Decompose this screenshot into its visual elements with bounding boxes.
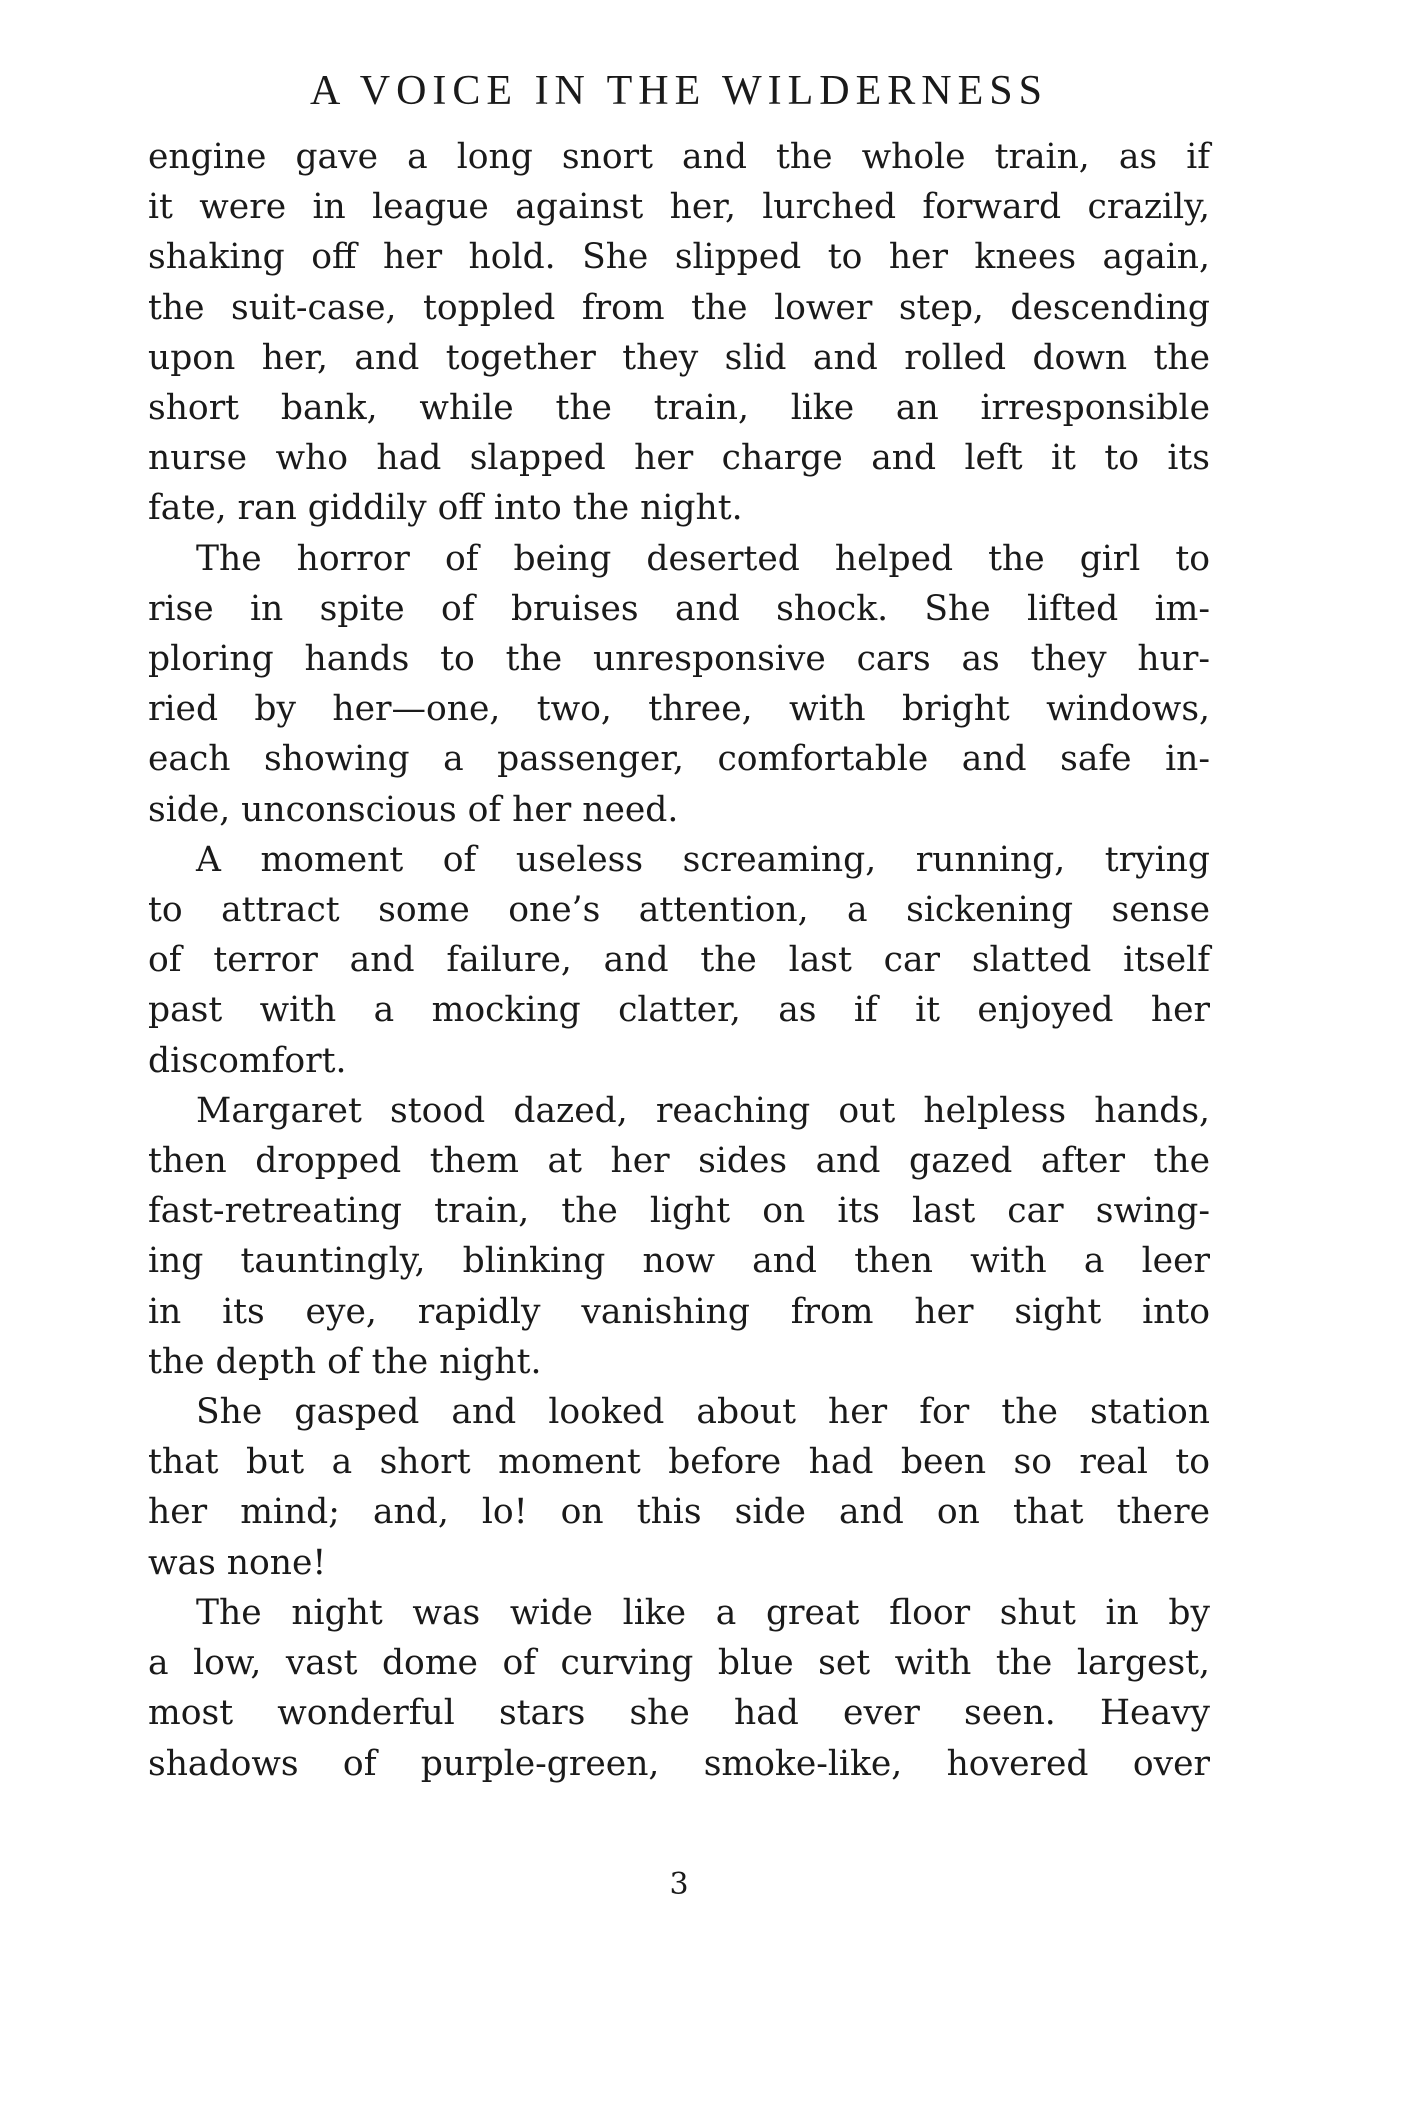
running-head: A VOICE IN THE WILDERNESS (310, 68, 1048, 114)
text-line: The horror of being deserted helped the girl to (196, 538, 1210, 579)
text-line: of terror and failure, and the last car slatted itself (148, 940, 1210, 981)
text-line: the depth of the night. (148, 1341, 542, 1382)
text-line: discomfort. (148, 1040, 347, 1081)
text-line: fate, ran giddily off into the night. (148, 488, 743, 529)
text-line: engine gave a long snort and the whole train, as if (148, 137, 1210, 177)
paragraph (148, 132, 1210, 534)
page-number: 3 (669, 1867, 689, 1902)
text-line: side, unconscious of her need. (148, 789, 679, 830)
text-line: the suit-case, toppled from the lower step, descending (148, 287, 1210, 328)
text-line: her mind; and, lo! on this side and on that there (148, 1492, 1210, 1533)
text-line: that but a short moment before had been so real to (148, 1442, 1210, 1483)
text-line: ried by her—one, two, three, with bright windows, (148, 689, 1210, 730)
text-line: most wonderful stars she had ever seen. Heavy (148, 1693, 1210, 1734)
text-line: upon her, and together they slid and rolled down the (148, 337, 1210, 378)
body-text (148, 132, 1210, 1789)
text-line: a low, vast dome of curving blue set with the largest, (148, 1643, 1210, 1684)
text-line: was none! (148, 1542, 327, 1583)
text-line: ing tauntingly, blinking now and then with a leer (148, 1241, 1210, 1282)
text-line: then dropped them at her sides and gazed after the (148, 1141, 1210, 1182)
paragraph (148, 1588, 1210, 1789)
text-line: Margaret stood dazed, reaching out helpless hands, (196, 1090, 1210, 1131)
text-line: to attract some one’s attention, a sickening sense (148, 890, 1210, 931)
text-line: fast-retreating train, the light on its last car swing- (148, 1191, 1210, 1232)
paragraph (148, 534, 1210, 835)
text-line: nurse who had slapped her charge and left it to its (148, 438, 1210, 479)
text-line: rise in spite of bruises and shock. She lifted im- (148, 588, 1210, 629)
paragraph (148, 1387, 1210, 1588)
text-line: past with a mocking clatter, as if it enjoyed her (148, 990, 1210, 1031)
text-line: She gasped and looked about her for the station (196, 1392, 1210, 1433)
text-line: it were in league against her, lurched forward crazily, (148, 187, 1210, 228)
book-page (148, 68, 1210, 1902)
text-line: shaking off her hold. She slipped to her knees again, (148, 237, 1210, 278)
text-line: each showing a passenger, comfortable and safe in- (148, 739, 1210, 780)
text-line: short bank, while the train, like an irresponsible (148, 388, 1210, 429)
text-line: shadows of purple-green, smoke-like, hovered over (148, 1743, 1210, 1784)
text-line: in its eye, rapidly vanishing from her sight into (148, 1291, 1210, 1332)
paragraph (148, 1086, 1210, 1387)
paragraph (148, 835, 1210, 1086)
text-line: The night was wide like a great floor shut in by (196, 1592, 1210, 1633)
text-line: ploring hands to the unresponsive cars as they hur- (148, 639, 1210, 680)
text-line: A moment of useless screaming, running, trying (196, 839, 1210, 880)
